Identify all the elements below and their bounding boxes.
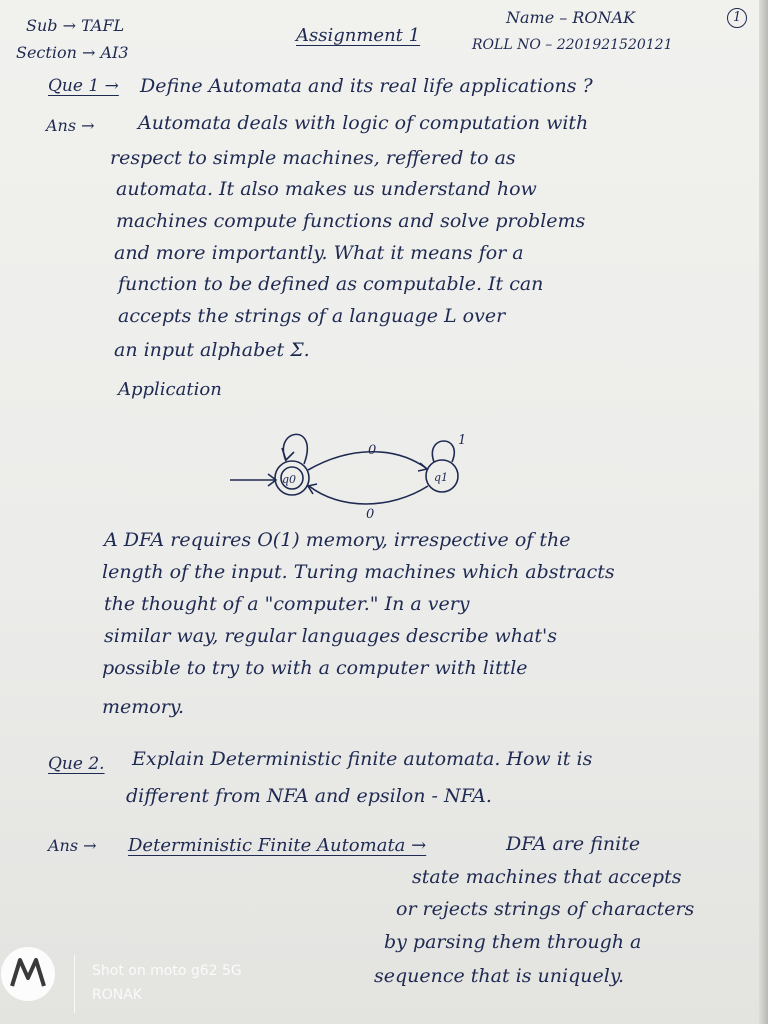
q1-loop-label: 1 (458, 433, 467, 448)
q2-answer-label: Ans → (48, 836, 97, 855)
watermark-divider (74, 955, 75, 1013)
top-transition-label: 0 (368, 443, 377, 458)
q2-label: Que 2. (48, 754, 105, 774)
para2-line-1: A DFA requires O(1) memory, irrespective of the (104, 529, 571, 551)
q2-line-2: state machines that accepts (412, 866, 682, 888)
dfa-diagram (220, 418, 480, 518)
q1-line-3: automata. It also makes us understand how (116, 178, 537, 200)
q1-question: Define Automata and its real life applications ? (140, 75, 593, 97)
para2-line-3: the thought of a "computer." In a very (104, 593, 470, 615)
q1-line-5: and more importantly. What it means for a (114, 242, 524, 264)
q2-line-5: sequence that is uniquely. (374, 965, 625, 987)
page-number: 1 (733, 10, 742, 25)
q2-line-4: by parsing them through a (384, 931, 642, 953)
q2-heading: Deterministic Finite Automata → (128, 835, 427, 856)
q1-line-7: accepts the strings of a language L over (118, 305, 506, 327)
q2-line-3: or rejects strings of characters (396, 898, 695, 920)
section-line: Section → AI3 (16, 43, 129, 62)
subject-line: Sub → TAFL (26, 16, 125, 35)
page-title: Assignment 1 (296, 25, 421, 46)
q1-label: Que 1 → (48, 76, 119, 96)
bottom-transition-label: 0 (366, 507, 375, 518)
q1-line-1: Automata deals with logic of computation with (138, 112, 589, 134)
q1-answer-label: Ans → (46, 116, 95, 135)
q1-line-4: machines compute functions and solve problems (116, 210, 586, 232)
para2-line-4: similar way, regular languages describe what's (104, 625, 557, 647)
q1-line-8: an input alphabet Σ. (114, 339, 310, 361)
para2-line-5: possible to try to with a computer with little (102, 657, 528, 679)
q2-question-line-1: Explain Deterministic finite automata. How it is (132, 748, 593, 770)
watermark-line-2: RONAK (92, 987, 142, 1003)
q2-question-line-2: different from NFA and epsilon - NFA. (126, 785, 492, 807)
q2-line-1: DFA are finite (506, 833, 641, 855)
transition-q0-q1 (308, 452, 426, 470)
application-heading: Application (118, 379, 222, 400)
q1-line-2: respect to simple machines, reffered to as (110, 147, 516, 169)
transition-q1-q0 (309, 486, 428, 504)
state-q0-label: q0 (282, 473, 297, 486)
camera-brand-logo-icon (0, 944, 64, 1008)
state-q1-self-loop (432, 441, 454, 462)
watermark-line-1: Shot on moto g62 5G (92, 963, 242, 979)
page-edge-shadow (759, 0, 768, 1024)
para2-line-6: memory. (102, 696, 185, 718)
roll-number: ROLL NO – 2201921520121 (472, 37, 673, 53)
q1-line-6: function to be defined as computable. It can (118, 273, 544, 295)
student-name: Name – RONAK (506, 8, 636, 27)
state-q1-label: q1 (434, 471, 449, 484)
para2-line-2: length of the input. Turing machines which abstracts (102, 561, 615, 583)
